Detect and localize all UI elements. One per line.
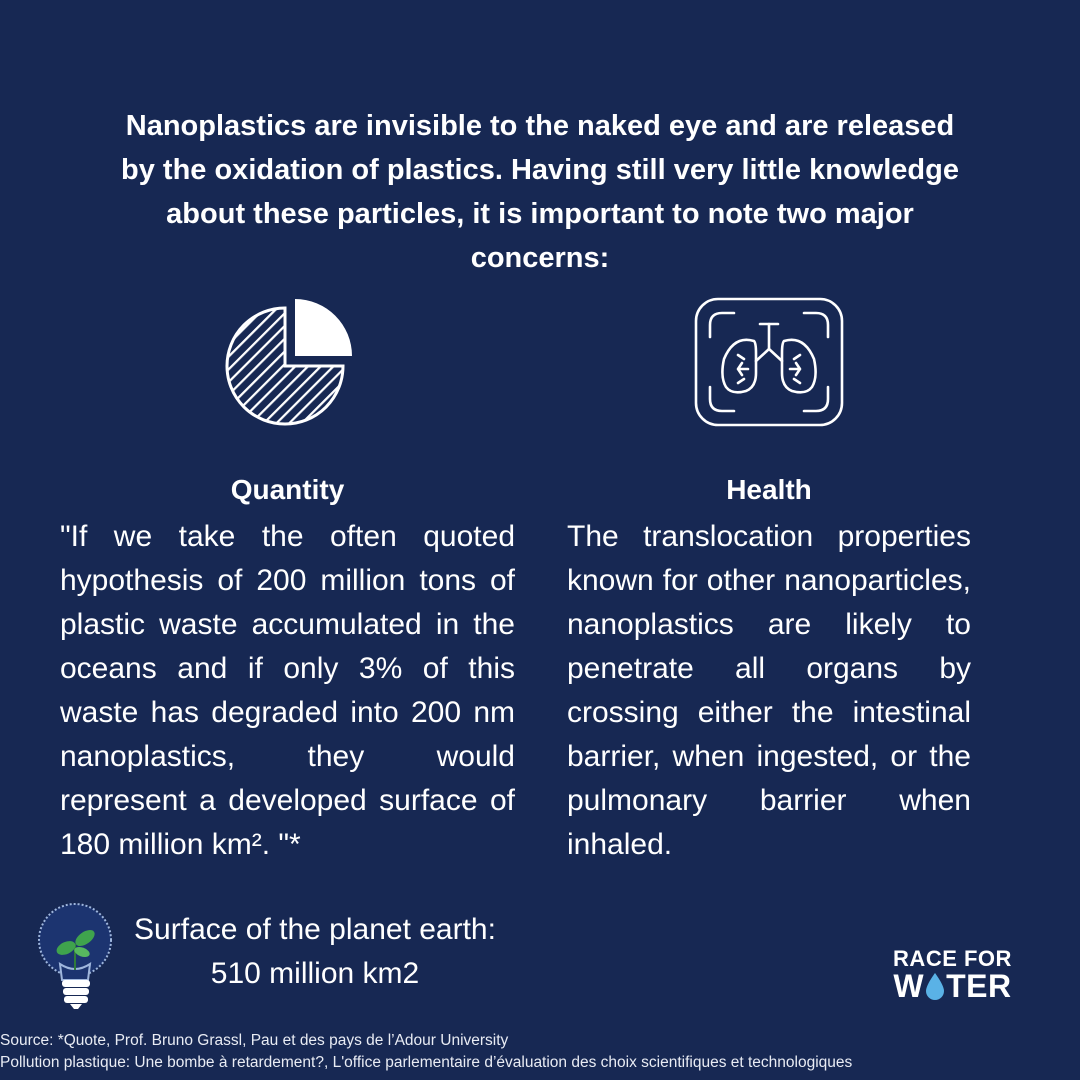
eco-lightbulb-icon: [30, 900, 120, 1010]
source-line-2: Pollution plastique: Une bombe à retardement?, L'office parlementaire d’évaluation des choix scientifiques et technologiques: [0, 1054, 853, 1071]
source-footer: [0, 1030, 1080, 1074]
intro-heading: Nanoplastics are invisible to the naked eye and are released by the oxidation of plastics. Having still very little knowledge about these particles, it is important to note two major concerns:: [121, 110, 959, 274]
quantity-title: Quantity: [230, 474, 345, 505]
water-drop-icon: [925, 972, 945, 1000]
quantity-text: "If we take the often quoted hypothesis of 200 million tons of plastic waste accumulated in the oceans and if only 3% of this waste has degraded into 200 nm nanoplastics, they would represent a developed surface of 180 million km². "*: [60, 520, 515, 861]
logo-line-2-right: TER: [946, 968, 1012, 1004]
surface-line-1: Surface of the planet earth:: [134, 913, 496, 946]
pie-chart-icon: [222, 298, 354, 428]
logo-line-1: RACE FOR: [893, 946, 1012, 971]
health-text: The translocation properties known for other nanoparticles, nanoplastics are likely to penetrate all organs by crossing either the intestinal barrier, when ingested, or the pulmonary barrier when inhaled.: [567, 520, 971, 861]
surface-line-2: 510 million km2: [210, 957, 420, 990]
logo-line-2-left: W: [893, 968, 925, 1004]
race-for-water-logo: [880, 948, 1025, 1002]
source-line-1: Source: *Quote, Prof. Bruno Grassl, Pau et des pays de l’Adour University: [0, 1032, 509, 1049]
surface-note: [120, 908, 510, 996]
health-title: Health: [726, 474, 812, 505]
lungs-scan-icon: [694, 297, 844, 427]
